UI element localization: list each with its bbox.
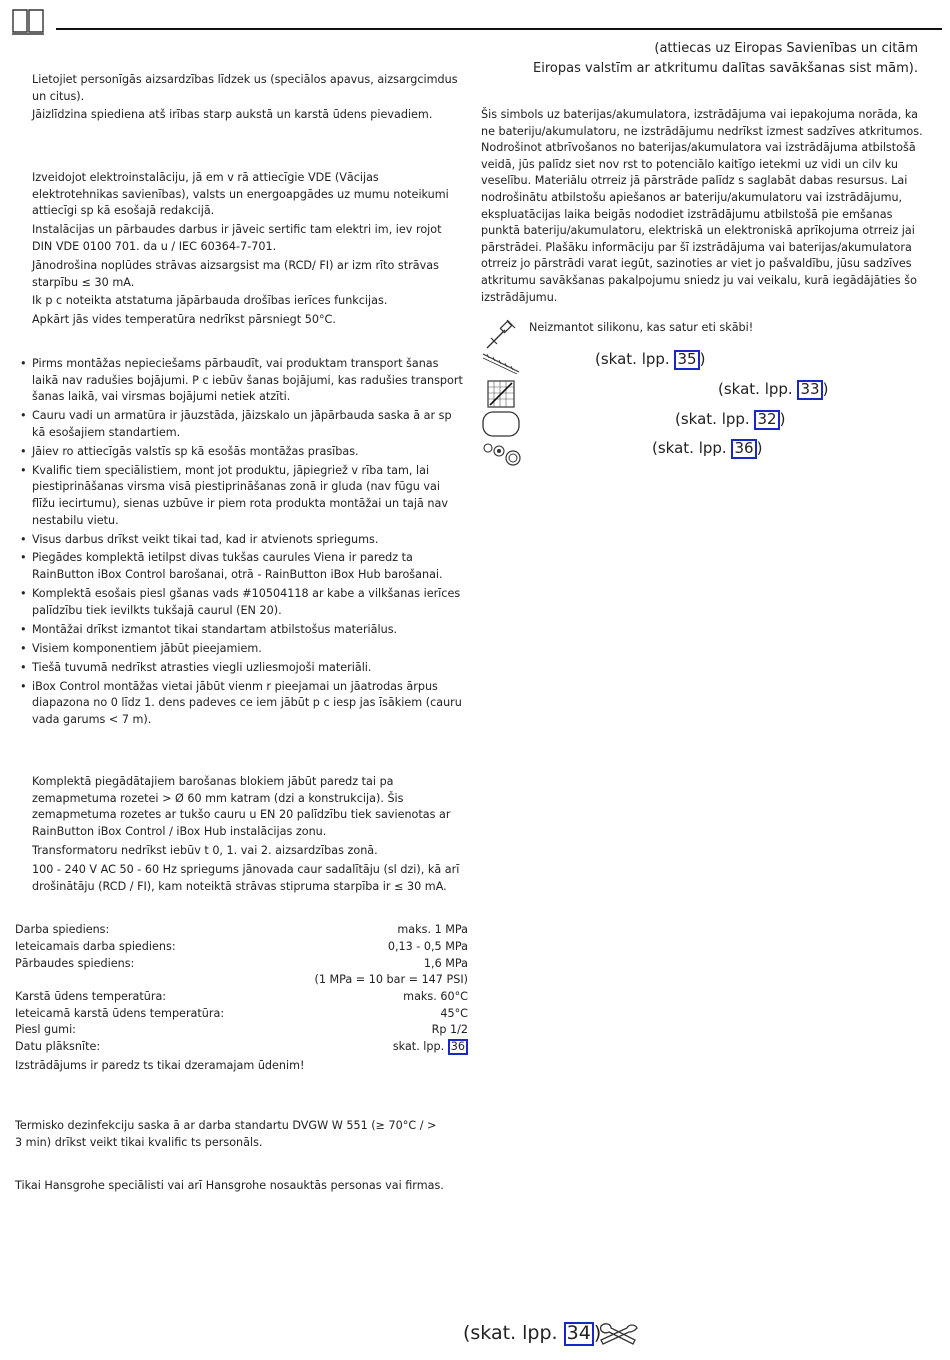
disposal-note-line1: (attiecas uz Eiropas Savienības un citām <box>654 41 918 56</box>
electrical-vde: Izveidojot elektroinstalāciju, jā em v rā attiecīgie VDE (Vācijas elektrotehnikas savienības), valsts un energoapgādes uz mumu noteikumi attiecīgi sp kā esošajā redakcijā. <box>32 171 449 218</box>
silicone-warning: Neizmantot silikonu, kas satur eti skābi! <box>529 321 754 334</box>
list-item: • Montāžai drīkst izmantot tikai standartam atbilstošus materiālus. <box>20 622 466 639</box>
power-voltage: 100 - 240 V AC 50 - 60 Hz spriegums jānovada caur sadalītāju (sl dzi), kā arī drošinātāju (RCD / FI), kam noteiktā strāvas stipruma starpība ir ≤ 30 mA. <box>32 863 460 893</box>
spec-row <box>15 989 468 1006</box>
spec-value: 1,6 MPa <box>423 957 468 970</box>
spec-label: Karstā ūdens temperatūra: <box>15 990 167 1003</box>
page-link-spare-parts[interactable]: 36 <box>731 439 756 459</box>
flow-diagram-icon <box>487 380 515 414</box>
list-item: • Kvalific tiem speciālistiem, mont jot produktu, jāpiegriež v rība tam, lai piestiprināšanas virsma visā piestiprināšanas zonā ir gluda (nav fūgu vai flīžu iecirtumu), sienas uzbūve ir piem rota produkta montāžai un tajā nav nestabilu vietu. <box>20 463 466 529</box>
list-item: • Tiešā tuvumā nedrīkst atrasties viegli uzliesmojoši materiāli. <box>20 660 466 677</box>
spec-row <box>15 922 468 939</box>
spec-value: maks. 1 MPa <box>397 923 468 936</box>
power-sockets: Komplektā piegādātajiem barošanas blokiem jābūt paredz tai pa zemapmetuma rozetei > Ø 60 mm katram (dzi a konstrukcija). Šis zemapmetuma rozetes ar tukšo cauru u EN 20 palīdzību tiek savienotas ar RainButton iBox Control / iBox Hub instalācijas zonu. <box>32 775 451 838</box>
manual-book-icon <box>10 6 46 36</box>
list-item: • Piegādes komplektā ietilpst divas tukšas caurules Viena ir paredz ta RainButton iBox Control barošanai, otrā - RainButton iBox Hub barošanai. <box>20 550 466 583</box>
spec-label: Pārbaudes spiediens: <box>15 957 135 970</box>
dimensions-icon <box>481 352 521 380</box>
spec-label: Datu plāksnīte: <box>15 1040 101 1053</box>
electrical-check: Ik p c noteikta atstatuma jāpārbauda drošības ierīces funkcijas. <box>32 294 388 307</box>
disposal-text: Šis simbols uz baterijas/akumulatora, izstrādājuma vai iepakojuma norāda, ka ne bateriju/akumulatoru, ne izstrādājumu nedrīkst izmest sadzīves atkritumos. Nodrošinot atbrīvošanos no baterijas/akumulatora vai izstrādājuma atbilstošā veidā, jūs palīdz siet nov rst to potenciālo kaitīgo ietekmi uz vidi un cilv ku veselību. Materiālu otrreiz jā pārstrāde palīdz s saglabāt dabas resursus. Lai nodrošinātu atbilstošu apiešanos ar bateriju/akumulatoru vai izstrādājumu, ekspluatācijas laika beigās nododiet izstrādājumu atbilstošā pie emšanas punktā bateriju/akumulatoru, elektriskā un elektroniskā aprīkojuma otrreiz jai pārstrādei. Plašāku informāciju par šī izstrādājuma vai baterijas/akumulatora otrreiz jo pārstrādi varat iegūt, sazinoties ar viet jo pašvaldību, jūsu sadzīves atkritumu savākšanas pakalpojumu sniedz ju vai veikalu, kurā iegādājāties šo izstrādājumu. <box>481 108 923 304</box>
disinfection-note: Termisko dezinfekciju saska ā ar darba standartu DVGW W 551 (≥ 70°C / > 3 min) drīkst veikt tikai kvalific ts personāls. <box>15 1119 437 1149</box>
list-item: • Visiem komponentiem jābūt pieejamiem. <box>20 641 466 658</box>
ref-spare-parts: (skat. lpp. 36 ) <box>652 439 763 457</box>
electrical-rcd: Jānodrošina noplūdes strāvas aizsargsist ma (RCD/ FI) ar izm rīto strāvas starpību ≤ 30 mA. <box>32 259 439 289</box>
cleaning-icon <box>482 410 520 444</box>
electrical-certified: Instalācijas un pārbaudes darbus ir jāveic sertific tam elektri im, iev rojot DIN VDE 0100 701. da u / IEC 60364-7-701. <box>32 223 442 253</box>
drinking-water-note: Izstrādājums ir paredz ts tikai dzeramajam ūdenim! <box>15 1059 305 1072</box>
list-item: • Visus darbus drīkst veikt tikai tad, kad ir atvienots spriegums. <box>20 532 466 549</box>
spec-label: Ieteicamā karstā ūdens temperatūra: <box>15 1007 225 1020</box>
spare-parts-icon <box>482 441 522 473</box>
power-zones: Transformatoru nedrīkst iebūv t 0, 1. vai 2. aizsardzības zonā. <box>32 844 378 857</box>
spec-value: 45°C <box>440 1007 468 1020</box>
tools-icon <box>597 1320 639 1352</box>
spec-value: 0,13 - 0,5 MPa <box>387 940 468 953</box>
ref-flow-diagram: (skat. lpp. 33 ) <box>718 380 829 398</box>
datasheet-page-link[interactable]: 36 <box>448 1039 468 1055</box>
spec-label: Darba spiediens: <box>15 923 110 936</box>
spec-value: (1 MPa = 10 bar = 147 PSI) <box>314 973 468 986</box>
list-item: • Pirms montāžas nepieciešams pārbaudīt, vai produktam transport šanas laikā nav radušies bojājumi. P c iebūv šanas bojājumi, kas radušies transport šanas laikā, vai virsmas bojājumi netiek atzīti. <box>20 356 466 406</box>
safety-pressure: Jāizlīdzina spiediena atš irības starp aukstā un karstā ūdens pievadiem. <box>32 108 433 121</box>
list-item: • Cauru vadi un armatūra ir jāuzstāda, jāizskalo un jāpārbauda saska ā ar sp kā esošajiem standartiem. <box>20 408 466 441</box>
spec-row <box>15 939 468 956</box>
spec-label: Piesl gumi: <box>15 1023 76 1036</box>
spec-value: Rp 1/2 <box>431 1023 468 1036</box>
electrical-temperature: Apkārt jās vides temperatūra nedrīkst pārsniegt 50°C. <box>32 313 336 326</box>
list-item: • Komplektā esošais piesl gšanas vads #10504118 ar kabe a vilkšanas ierīces palīdzību tiek ievilkts tukšajā caurul (EN 20). <box>20 586 466 619</box>
mounting-list <box>20 356 466 731</box>
footer-ref: (skat. lpp. 34 ) <box>463 1322 602 1344</box>
safety-ppe: Lietojiet personīgās aizsardzības līdzek us (speciālos apavus, aizsargcimdus un citus). <box>32 73 458 103</box>
spec-row-datasheet <box>15 1039 468 1056</box>
spec-row <box>15 956 468 973</box>
list-item: • Jāiev ro attiecīgās valstīs sp kā esošās montāžas prasības. <box>20 444 466 461</box>
spec-row <box>15 1006 468 1023</box>
specialists-note: Tikai Hansgrohe speciālisti vai arī Hansgrohe nosauktās personas vai firmas. <box>15 1179 444 1192</box>
page-link-cleaning[interactable]: 32 <box>754 410 779 430</box>
page-link-installation[interactable]: 34 <box>564 1322 594 1346</box>
page-link-flow-diagram[interactable]: 33 <box>797 380 822 400</box>
spec-value: maks. 60°C <box>403 990 468 1003</box>
list-item: • iBox Control montāžas vietai jābūt vienm r pieejamai un jāatrodas ārpus diapazona no 0 līdz 1. dens padeves ce iem jābūt p c iesp jas īsākiem (cauru vada garums < 7 m). <box>20 679 466 729</box>
disposal-note-line2: Eiropas valstīm ar atkritumu dalītas savākšanas sist mām). <box>533 61 918 76</box>
disposal-heading-note <box>533 39 918 79</box>
page-link-dimensions[interactable]: 35 <box>674 350 699 370</box>
spec-row <box>15 972 468 989</box>
spec-row <box>15 1022 468 1039</box>
ref-dimensions: (skat. lpp. 35 ) <box>595 350 706 368</box>
spec-label: Ieteicamais darba spiediens: <box>15 940 176 953</box>
header-rule <box>56 28 942 30</box>
ref-cleaning: (skat. lpp. 32 ) <box>675 410 786 428</box>
spec-value: skat. lpp. 36 <box>393 1039 468 1056</box>
